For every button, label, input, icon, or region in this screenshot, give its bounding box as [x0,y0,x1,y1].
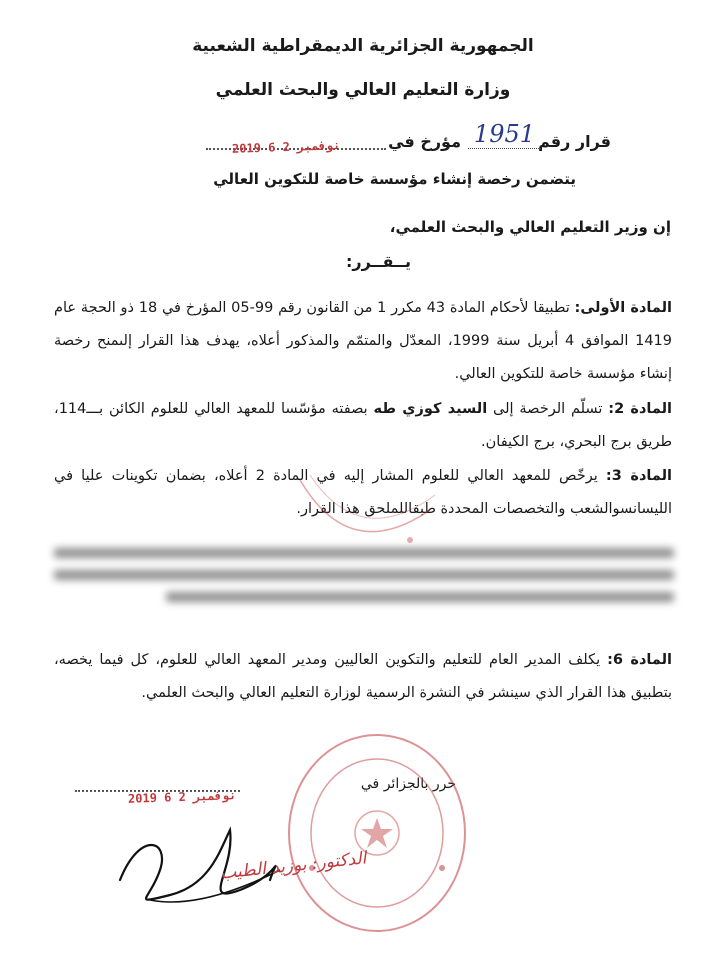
decision-dated-label: مؤرخ في [388,132,461,151]
article-6 [54,644,672,710]
place-date-label: حرر بالجزائر في [360,776,456,792]
article-3-text: يرخّص للمعهد العالي للعلوم المشار إليه في المادة 2 أعلاه، بضمان تكوينات عليا في الليسانسوالشعب والتخصصات المحددة طبقاللملحق هذا القرار. [54,468,672,517]
article-1-label: المادة الأولى: [574,300,673,316]
article-1-text: تطبيقا لأحكام المادة 43 مكرر 1 من القانون رقم 99-05 المؤرخ في 18 ذو الحجة عام 1419 الموافق 4 أبريل سنة 1999، المعدّل والمتمّم والمذكور أعلاه، يهدف هذا القرار إلىمنح رخصة إنشاء مؤسسة خاصة للتكوين العالي. [54,300,672,382]
ministry-heading: وزارة التعليم العالي والبحث العلمي [215,80,511,100]
article-2 [54,393,672,459]
republic-heading: الجمهورية الجزائرية الديمقراطية الشعبية [192,36,534,56]
official-ministry-stamp [282,728,472,938]
article-3-label: المادة 3: [605,468,672,484]
article-2-post: بصفته مؤسّسا للمعهد العالي للعلوم الكائن بـــ114، طريق برج البحري، برج الكيفان. [54,401,672,450]
article-6-text: يكلف المدير العام للتعليم والتكوين العاليين ومدير المعهد العالي للعلوم، كل فيما يخصه، بتطبيق هذا القرار الذي سينشر في النشرة الرسمية لوزارة التعليم العالي والبحث العلمي. [54,652,672,701]
stamped-date-bottom: 2019 نوفمبر 2 6 [127,788,237,806]
article-6-label: المادة 6: [607,652,672,668]
article-2-pre: تسلّم الرخصة إلى [493,401,603,417]
decides-heading: يــقــرر: [346,252,411,271]
decision-number-handwritten: 1951 [468,120,541,149]
minister-line: إن وزير التعليم العالي والبحث العلمي، [389,218,671,236]
decision-subject: يتضمن رخصة إنشاء مؤسسة خاصة للتكوين العالي [213,170,576,188]
signer-name: الدكتور: بوزيد الطيب [219,848,368,884]
article-2-person: السيد كوزي طه [373,401,488,417]
stamped-date-top: 2019 نوفمبر 2 6 [231,138,341,156]
decision-number-label: قرار رقم [538,132,611,151]
decision-number-line [111,120,611,156]
redacted-articles [54,538,674,610]
article-1 [54,292,672,391]
article-2-label: المادة 2: [608,401,673,417]
